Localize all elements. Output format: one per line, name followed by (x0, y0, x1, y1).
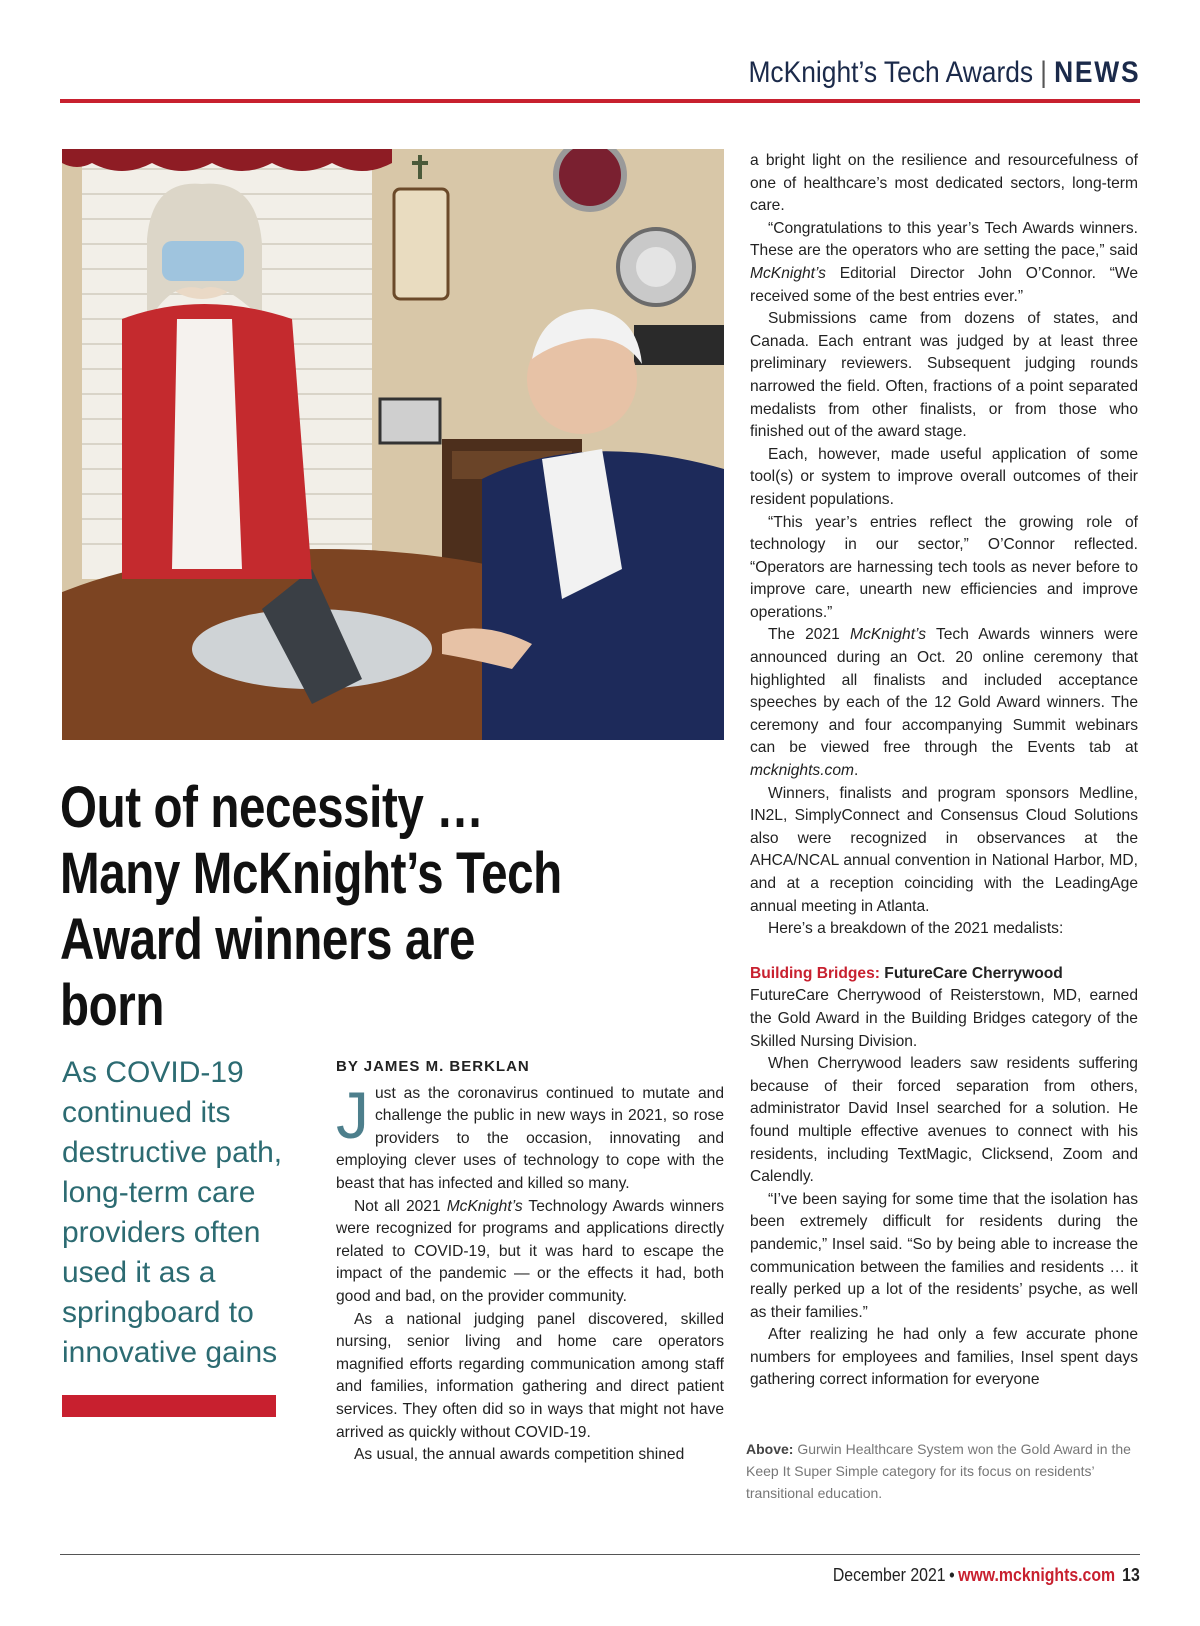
byline: BY JAMES M. BERKLAN (336, 1058, 530, 1075)
header-separator: | (1039, 56, 1047, 89)
article-paragraph: The 2021 McKnight’s Tech Awards winners were announced during an Oct. 20 online ceremony that highlighted all finalists and included acceptance speeches by each of the 12 Gold Award winners. The ceremony and four accompanying Summit webinars can be viewed free through the Events tab at mcknights.com. (750, 626, 1138, 780)
article-paragraph: “This year’s entries reflect the growing role of technology in our sector,” O’Connor reflected. “Operators are harnessing tech tools as never before to improve care, unearth new efficiencies and improve operations.” (750, 513, 1138, 621)
category-heading (750, 963, 1138, 986)
article-photo (62, 149, 724, 740)
section-tag: NEWS (1053, 56, 1140, 89)
page-number: 13 (1122, 1565, 1140, 1585)
article-column-right (750, 150, 1138, 1392)
article-paragraph: Just as the coronavirus continued to mutate and challenge the public in new ways in 2021, so rose providers to the occasion, innovating and employing clever uses of technology to cope with the beast that has infected and killed so many. (336, 1077, 724, 1192)
header-rule (60, 99, 1140, 103)
website-link[interactable]: mcknights.com (750, 762, 854, 780)
article-paragraph: After realizing he had only a few accurate phone numbers for employees and families, Insel spent days gathering correct information for everyone (750, 1326, 1138, 1389)
drop-cap: J (336, 1077, 369, 1152)
article-paragraph: Not all 2021 McKnight’s Technology Awards winners were recognized for programs and applications directly related to COVID-19, but it was hard to escape the impact of the pandemic — or the effects it had, both good and bad, on the provider community. (336, 1197, 724, 1305)
article-paragraph: As a national judging panel discovered, skilled nursing, senior living and home care operators magnified efforts regarding communication among staff and families, information gathering and direct patient services. They often did so in ways that might not have arrived as quickly without COVID-19. (336, 1310, 724, 1441)
pull-quote: As COVID-19 continued its destructive path, long-term care providers often used it as a springboard to innovative gains (62, 1056, 283, 1369)
section-title: McKnight’s Tech Awards (748, 56, 1033, 89)
caption-label: Above: (746, 1441, 794, 1457)
article-paragraph: As usual, the annual awards competition shined (354, 1446, 685, 1464)
article-paragraph: Here’s a breakdown of the 2021 medalists: (768, 920, 1064, 938)
caption-text: Gurwin Healthcare System won the Gold Award in the Keep It Super Simple category for its focus on residents’ transitional education. (746, 1441, 1131, 1501)
article-paragraph: a bright light on the resilience and resourcefulness of one of healthcare’s most dedicated sectors, long-term care. (750, 152, 1138, 215)
article-paragraph: Each, however, made useful application of some tool(s) or system to improve overall outcomes of their resident populations. (750, 445, 1138, 508)
issue-date: December 2021 (833, 1565, 946, 1585)
footer-url-link[interactable]: www.mcknights.com (958, 1565, 1116, 1585)
article-paragraph: Winners, finalists and program sponsors Medline, IN2L, SimplyConnect and Consensus Cloud Solutions also were recognized in observances at the AHCA/NCAL annual convention in National Harbor, MD, and at a reception coinciding with the LeadingAge annual meeting in Atlanta. (750, 784, 1138, 915)
footer-bullet: • (949, 1565, 955, 1585)
category-label: Building Bridges: (750, 964, 880, 982)
article-headline: Out of necessity … Many McKnight’s Tech Award winners are born (60, 775, 562, 1038)
page-footer (833, 1565, 1140, 1586)
article-paragraph: When Cherrywood leaders saw residents suffering because of their forced separation from others, administrator David Insel searched for a solution. He found multiple effective avenues to connect with his residents, including TextMagic, Clicksend, Zoom and Calendly. (750, 1055, 1138, 1186)
running-header (748, 56, 1140, 90)
footer-rule (60, 1554, 1140, 1555)
article-column-middle (336, 1056, 724, 1467)
article-paragraph: “I’ve been saying for some time that the isolation has been extremely difficult for residents during the pandemic,” Insel said. “So by being able to increase the communication between the families and residents … it really perked up a lot of the residents’ psyche, as well as their families.” (750, 1190, 1138, 1321)
article-paragraph: Submissions came from dozens of states, and Canada. Each entrant was judged by at least three preliminary reviewers. Subsequent judging rounds narrowed the field. Often, fractions of a point separated medalists from other finalists, or from those who finished out of the award stage. (750, 310, 1138, 441)
article-paragraph: “Congratulations to this year’s Tech Awards winners. These are the operators who are setting the pace,” said McKnight’s Editorial Director John O’Connor. “We received some of the best entries ever.” (750, 219, 1138, 305)
article-paragraph: FutureCare Cherrywood of Reisterstown, MD, earned the Gold Award in the Building Bridges category of the Skilled Nursing Division. (750, 987, 1138, 1050)
photo-caption (746, 1438, 1138, 1504)
pull-quote-bar (62, 1395, 276, 1417)
category-winner: FutureCare Cherrywood (884, 964, 1063, 982)
